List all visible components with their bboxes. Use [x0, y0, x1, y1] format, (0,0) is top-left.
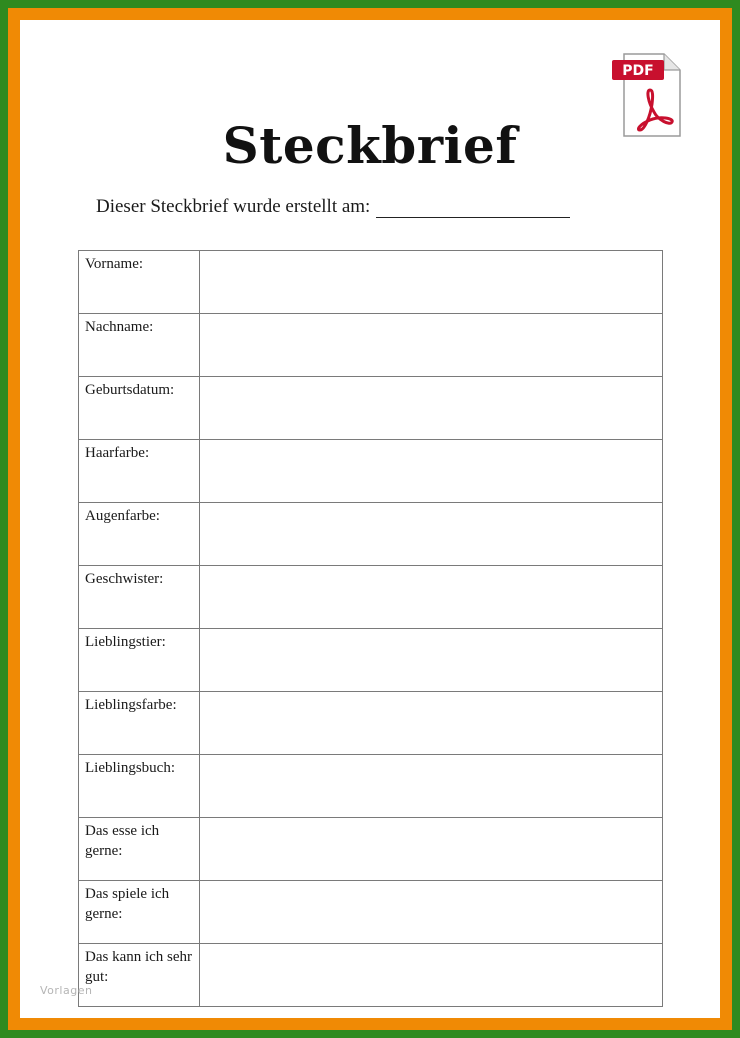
- form-row: [79, 881, 663, 944]
- form-row-label: Lieblingsbuch:: [79, 755, 200, 818]
- form-row-label: Haarfarbe:: [79, 440, 200, 503]
- form-row-label: Augenfarbe:: [79, 503, 200, 566]
- form-row-label: Das esse ich gerne:: [79, 818, 200, 881]
- form-row: [79, 692, 663, 755]
- form-row-value-field[interactable]: [200, 755, 663, 818]
- pdf-badge-label: PDF: [622, 63, 654, 79]
- form-row-value-field[interactable]: [200, 377, 663, 440]
- form-row-label: Geschwister:: [79, 566, 200, 629]
- form-row-value-field[interactable]: [200, 881, 663, 944]
- form-row: [79, 944, 663, 1007]
- form-row: [79, 503, 663, 566]
- form-row-label: Lieblingstier:: [79, 629, 200, 692]
- form-row-label: Geburtsdatum:: [79, 377, 200, 440]
- form-row: [79, 314, 663, 377]
- creation-date-line: [96, 196, 570, 218]
- form-row: [79, 377, 663, 440]
- form-row: [79, 629, 663, 692]
- form-row-label: Das kann ich sehr gut:: [79, 944, 200, 1007]
- form-row: [79, 818, 663, 881]
- form-row-label: Lieblingsfarbe:: [79, 692, 200, 755]
- form-row-value-field[interactable]: [200, 440, 663, 503]
- page-title: Steckbrief: [222, 116, 518, 175]
- profile-form-table: [78, 250, 663, 1007]
- form-row: [79, 755, 663, 818]
- form-row: [79, 566, 663, 629]
- form-row-value-field[interactable]: [200, 251, 663, 314]
- form-row-value-field[interactable]: [200, 503, 663, 566]
- form-row-value-field[interactable]: [200, 314, 663, 377]
- form-row-value-field[interactable]: [200, 566, 663, 629]
- form-row-value-field[interactable]: [200, 818, 663, 881]
- form-row-value-field[interactable]: [200, 629, 663, 692]
- form-row-value-field[interactable]: [200, 944, 663, 1007]
- form-row-value-field[interactable]: [200, 692, 663, 755]
- watermark-text: Vorlagen: [40, 984, 93, 997]
- form-row: [79, 251, 663, 314]
- form-row-label: Nachname:: [79, 314, 200, 377]
- form-row-label: Das spiele ich gerne:: [79, 881, 200, 944]
- creation-date-field[interactable]: [376, 199, 570, 218]
- form-row-label: Vorname:: [79, 251, 200, 314]
- form-row: [79, 440, 663, 503]
- creation-date-label: Dieser Steckbrief wurde erstellt am:: [96, 196, 371, 217]
- document-page: [20, 20, 720, 1018]
